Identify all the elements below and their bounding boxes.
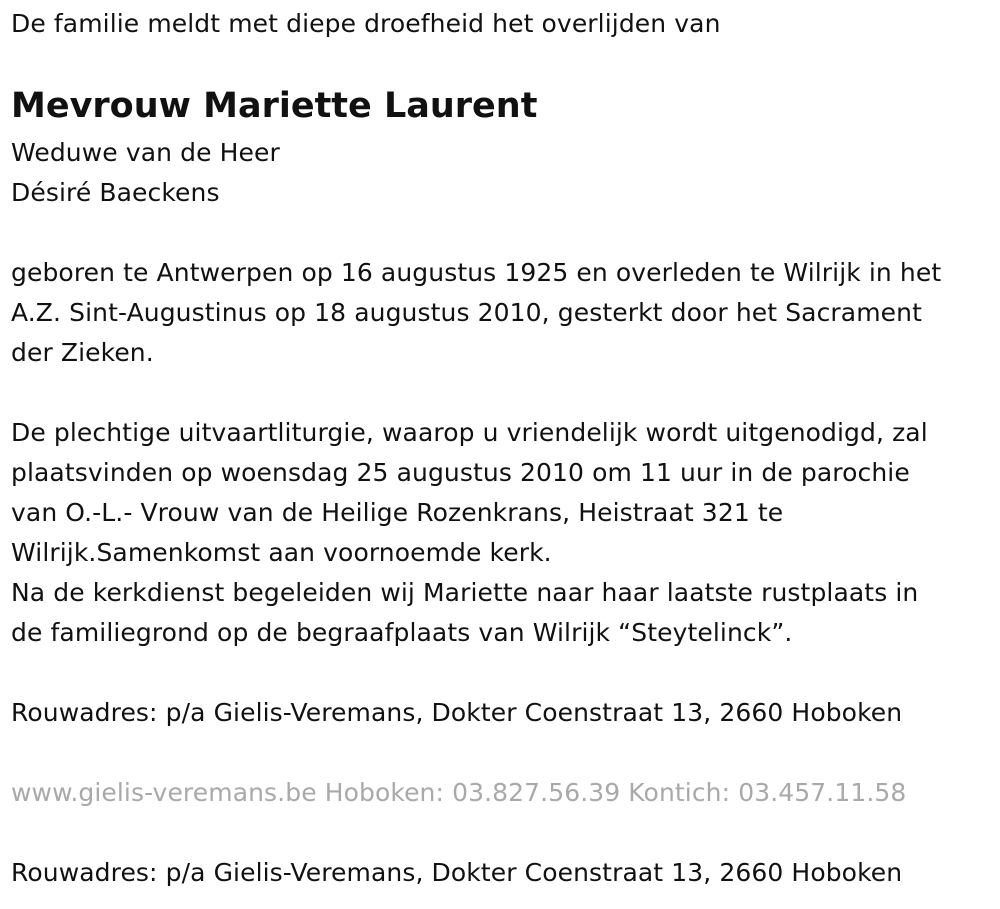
birth-death-line-1: geboren te Antwerpen op 16 augustus 1925 en overleden te Wilrijk in het [11, 258, 942, 287]
funeral-line-3: van O.-L.- Vrouw van de Heilige Rozenkrans, Heistraat 321 te [11, 498, 784, 527]
funeral-line-5: Na de kerkdienst begeleiden wij Mariette naar haar laatste rustplaats in [11, 578, 919, 607]
funeral-line-1: De plechtige uitvaartliturgie, waarop u vriendelijk wordt uitgenodigd, zal [11, 418, 928, 447]
deceased-name: Mevrouw Mariette Laurent [11, 86, 538, 126]
funeral-line-2: plaatsvinden op woensdag 25 augustus 2010 om 11 uur in de parochie [11, 458, 910, 487]
birth-death-line-3: der Zieken. [11, 338, 154, 367]
funeral-home-contact[interactable]: www.gielis-veremans.be Hoboken: 03.827.56.39 Kontich: 03.457.11.58 [11, 778, 907, 807]
intro-text: De familie meldt met diepe droefheid het overlijden van [11, 9, 721, 38]
funeral-line-6: de familiegrond op de begraafplaats van Wilrijk “Steytelinck”. [11, 618, 793, 647]
mourning-address: Rouwadres: p/a Gielis-Veremans, Dokter Coenstraat 13, 2660 Hoboken [11, 698, 903, 727]
widow-line: Weduwe van de Heer [11, 138, 280, 167]
spouse-name: Désiré Baeckens [11, 178, 220, 207]
birth-death-line-2: A.Z. Sint-Augustinus op 18 augustus 2010, gesterkt door het Sacrament [11, 298, 923, 327]
mourning-address-repeat: Rouwadres: p/a Gielis-Veremans, Dokter Coenstraat 13, 2660 Hoboken [11, 858, 903, 887]
funeral-line-4: Wilrijk.Samenkomst aan voornoemde kerk. [11, 538, 552, 567]
